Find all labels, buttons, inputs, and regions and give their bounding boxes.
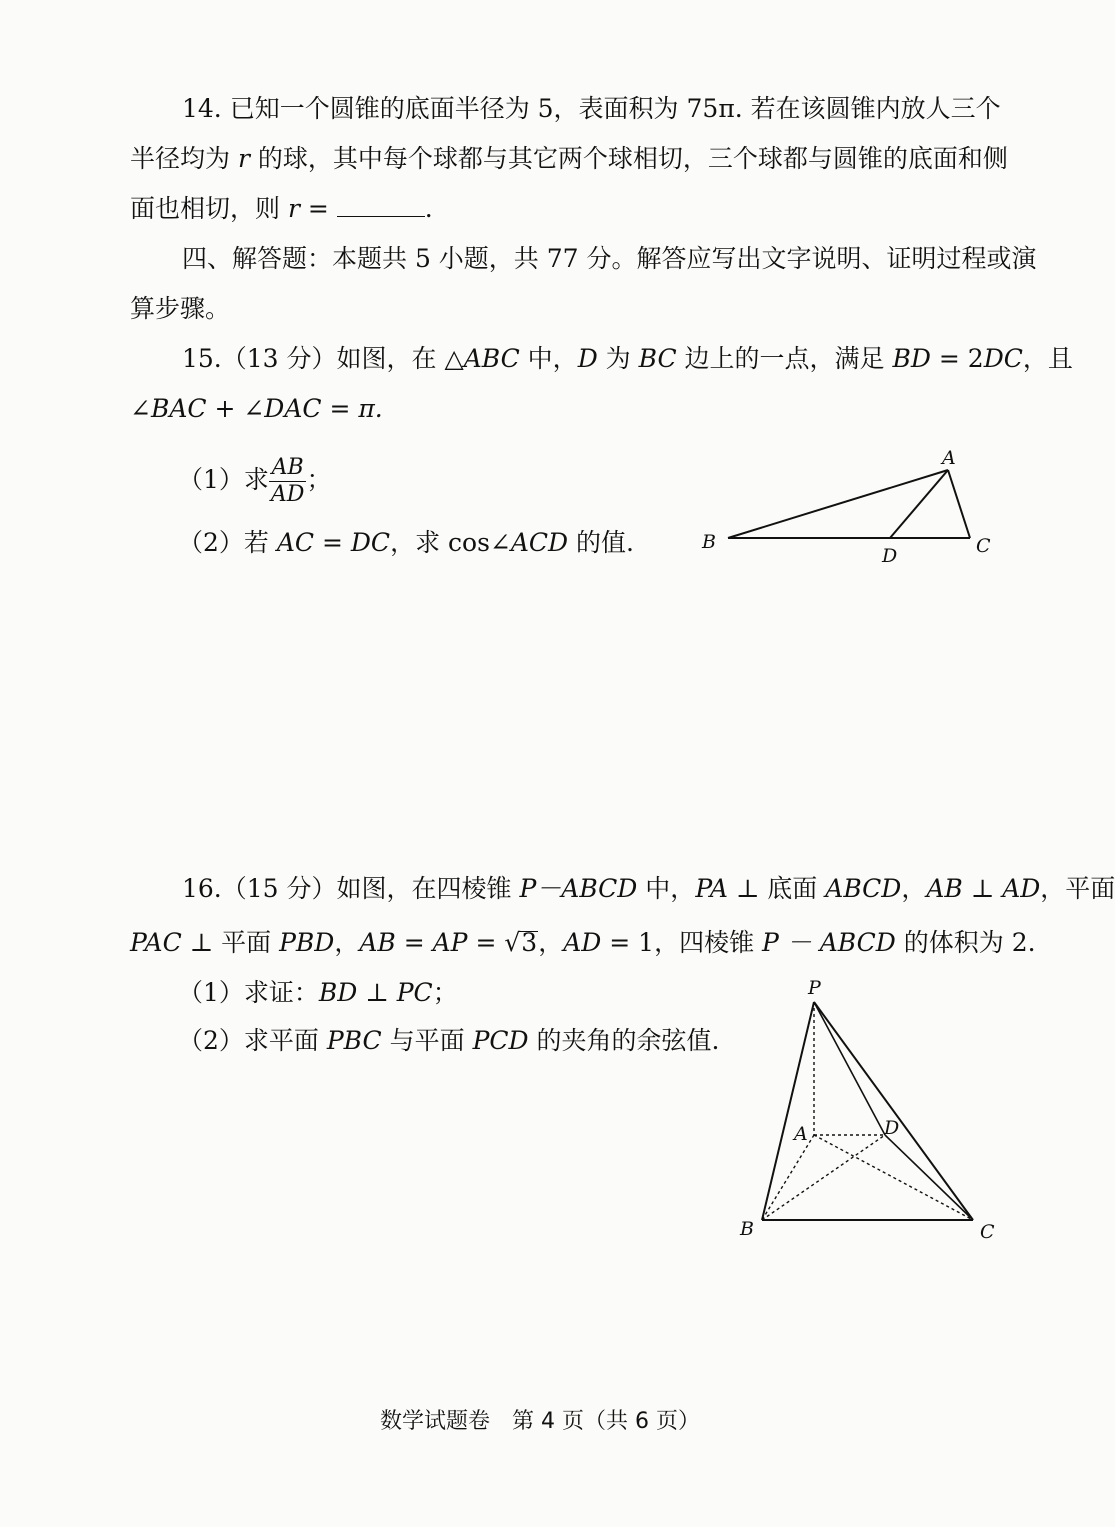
q14-line-3: 面也相切，则 r = . xyxy=(130,194,433,223)
label-c: C xyxy=(976,535,991,557)
q15-line-1: 15.（13 分）如图，在 △ABC 中，D 为 BC 边上的一点，满足 BD = 2DC，且 xyxy=(182,344,1073,373)
q15-line-2: ∠BAC + ∠DAC = π. xyxy=(130,394,383,423)
label-a: A xyxy=(942,447,956,469)
q16-line-2: PAC ⊥ 平面 PBD，AB = AP = √3，AD = 1，四棱锥 P － ABCD 的体积为 2. xyxy=(130,928,1036,957)
section-heading-line-1: 四、解答题：本题共 5 小题，共 77 分。解答应写出文字说明、证明过程或演 xyxy=(182,244,1037,273)
q16-pyramid-figure xyxy=(730,970,1020,1250)
label-p: P xyxy=(808,977,821,999)
edge-dc xyxy=(885,1135,973,1220)
edge-ac xyxy=(814,1135,973,1220)
label-a: A xyxy=(794,1123,808,1145)
section-heading-line-2: 算步骤。 xyxy=(130,294,231,323)
fraction-ab-over-ad: $\frac{AB}{AD}$ xyxy=(270,455,305,507)
q14-line-1: 14. 已知一个圆锥的底面半径为 5，表面积为 75π. 若在该圆锥内放人三个 xyxy=(182,94,1001,123)
edge-bd xyxy=(762,1135,885,1220)
q16-part-2: （2）求平面 PBC 与平面 PCD 的夹角的余弦值. xyxy=(178,1026,720,1055)
page-footer: 数学试题卷 第 4 页（共 6 页） xyxy=(380,1409,700,1434)
segment-ad xyxy=(890,470,948,538)
q16-part-1: （1）求证：BD ⊥ PC； xyxy=(178,978,458,1007)
segment-ba xyxy=(728,470,948,538)
edge-pb xyxy=(762,1002,814,1220)
q16-line-1: 16.（15 分）如图，在四棱锥 P－ABCD 中，PA ⊥ 底面 ABCD，AB ⊥ AD，平面 xyxy=(182,874,1115,903)
label-b: B xyxy=(702,531,716,553)
answer-blank xyxy=(337,192,425,217)
label-b: B xyxy=(740,1218,754,1240)
q15-triangle-figure xyxy=(690,440,1010,580)
edge-ab xyxy=(762,1135,814,1220)
edge-pc xyxy=(814,1002,973,1220)
label-d: D xyxy=(884,1117,900,1139)
label-c: C xyxy=(980,1221,995,1243)
edge-pd xyxy=(814,1002,885,1135)
q15-part-1: （1）求 $\frac{AB}{AD}$ ； xyxy=(178,455,332,507)
q15-part-2: （2）若 AC = DC，求 cos∠ACD 的值. xyxy=(178,528,634,557)
segment-ac xyxy=(948,470,970,538)
label-d: D xyxy=(882,545,898,567)
q14-line-2: 半径均为 r 的球，其中每个球都与其它两个球相切，三个球都与圆锥的底面和侧 xyxy=(130,144,1008,173)
